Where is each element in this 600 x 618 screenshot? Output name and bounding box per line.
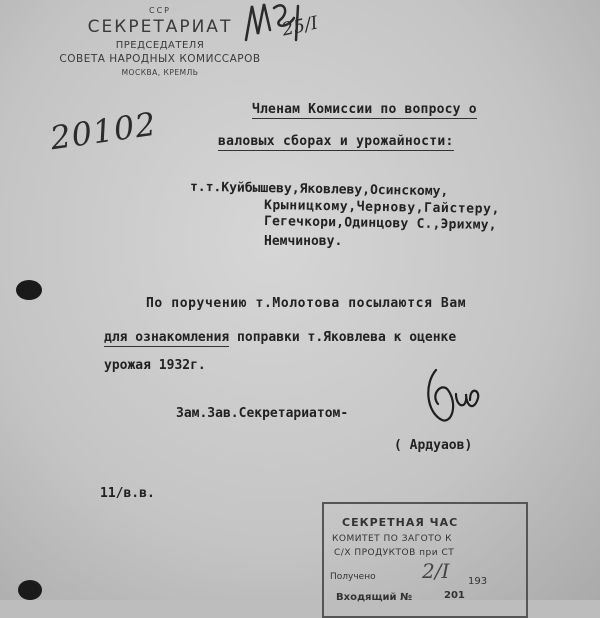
letterhead-line-4: МОСКВА, КРЕМЛЬ: [121, 68, 199, 77]
stamp-line-1: СЕКРЕТНАЯ ЧАС: [342, 516, 459, 529]
recipients-line-3: Гегечкори,Одинцову С.,Эрихму,: [263, 213, 497, 234]
punch-hole-bottom: [18, 580, 42, 600]
body-line-1: По поручению т.Молотова посылаются Вам: [146, 296, 467, 311]
body-line-3: урожая 1932г.: [104, 358, 206, 373]
recipients-line-2: Крыницкому,Чернову,Гайстеру,: [263, 197, 501, 218]
handwritten-date: 25/I: [280, 12, 320, 41]
secret-department-stamp: [322, 502, 528, 618]
stamp-year: 193: [468, 576, 488, 587]
handwritten-signature: [412, 364, 492, 434]
signatory-name: ( Ардуаов): [394, 438, 473, 453]
body-underlined-phrase: для ознакомления: [104, 330, 230, 345]
recipients-line-1: т.т.Куйбышеву,Яковлеву,Осинскому,: [189, 179, 449, 200]
body-line-2-rest: поправки т.Яковлева к оценке: [229, 330, 457, 345]
body-line-2: [104, 330, 456, 345]
punch-hole-top: [16, 280, 42, 300]
stamp-handwritten-date: 2/I: [422, 559, 450, 583]
letterhead-emblem-text: ССР: [149, 6, 171, 15]
stamp-incoming-label: Входящий №: [336, 592, 413, 603]
recipients-line-4: Немчинову.: [264, 234, 343, 249]
stamp-line-2: КОМИТЕТ ПО ЗАГОТО К: [332, 534, 453, 544]
handwritten-registration-number: 20102: [47, 104, 159, 158]
stamp-received-label: Получено: [330, 572, 376, 582]
addressee-line-2: валовых сборах и урожайности:: [218, 134, 454, 149]
letterhead-line-2: ПРЕДСЕДАТЕЛЯ: [115, 40, 205, 51]
letterhead-title: СЕКРЕТАРИАТ: [87, 17, 233, 37]
addressee-line-1: Членам Комиссии по вопросу о: [252, 102, 477, 117]
signature-title: Зам.Зав.Секретариатом-: [176, 406, 349, 421]
document-reference: 11/в.в.: [100, 486, 155, 501]
letterhead-line-3: СОВЕТА НАРОДНЫХ КОМИССАРОВ: [59, 53, 261, 65]
stamp-incoming-number: 201: [444, 590, 465, 601]
stamp-line-3: С/Х ПРОДУКТОВ при СТ: [334, 548, 455, 558]
